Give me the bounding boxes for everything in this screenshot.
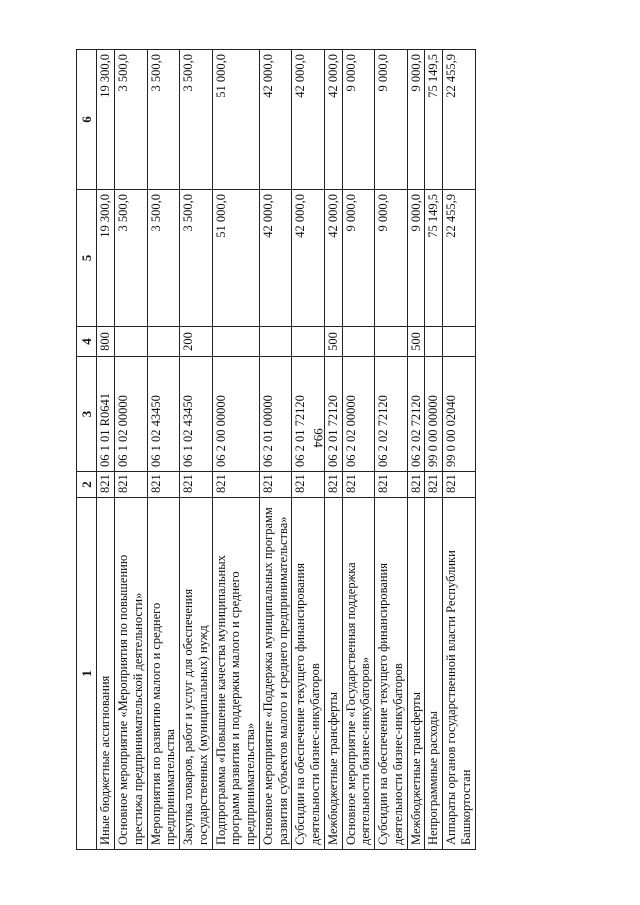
- row-code-cell: 821: [425, 472, 443, 498]
- header-row: [77, 50, 97, 850]
- row-code-cell: 821: [115, 472, 148, 498]
- row-name-cell: Субсидии на обеспечение текущего финансирования деятельности бизнес-инкубаторов: [292, 498, 325, 850]
- row-classification-cell: 06 1 02 43450: [180, 357, 213, 472]
- row-amount-col5-cell: 42 000,0: [259, 190, 292, 327]
- table-row: [425, 50, 443, 850]
- row-expense-type-cell: [425, 327, 443, 357]
- row-expense-type-cell: [212, 327, 259, 357]
- table-row: [292, 50, 325, 850]
- row-amount-col5-cell: 75 149,5: [425, 190, 443, 327]
- row-expense-type-cell: 500: [407, 327, 425, 357]
- row-code-cell: 821: [212, 472, 259, 498]
- row-amount-col5-cell: 9 000,0: [375, 190, 408, 327]
- header-cell-1: 1: [77, 498, 97, 850]
- row-amount-col6-cell: 3 500,0: [115, 50, 148, 190]
- header-cell-4: 4: [77, 327, 97, 357]
- row-code-cell: 821: [259, 472, 292, 498]
- row-amount-col6-cell: 9 000,0: [342, 50, 375, 190]
- table-wrapper: [76, 50, 526, 850]
- row-classification-cell: 06 1 01 R0641: [97, 357, 115, 472]
- row-amount-col6-cell: 3 500,0: [180, 50, 213, 190]
- header-cell-6: 6: [77, 50, 97, 190]
- row-amount-col5-cell: 19 300,0: [97, 190, 115, 327]
- row-amount-col6-cell: 3 500,0: [147, 50, 180, 190]
- rotated-table-container: [76, 50, 526, 850]
- row-expense-type-cell: [443, 327, 476, 357]
- row-code-cell: 821: [443, 472, 476, 498]
- row-amount-col6-cell: 42 000,0: [292, 50, 325, 190]
- header-cell-5: 5: [77, 190, 97, 327]
- table-row: [375, 50, 408, 850]
- row-code-cell: 821: [97, 472, 115, 498]
- row-name-cell: Основное мероприятие «Мероприятия по повышению престижа предпринимательской деятельности»: [115, 498, 148, 850]
- row-classification-cell: 06 2 01 72120: [292, 357, 325, 472]
- row-classification-cell: 99 0 00 00000: [425, 357, 443, 472]
- row-code-cell: 821: [180, 472, 213, 498]
- row-amount-col5-cell: 42 000,0: [292, 190, 325, 327]
- row-expense-type-cell: [342, 327, 375, 357]
- table-row: [443, 50, 476, 850]
- row-amount-col5-cell: 3 500,0: [115, 190, 148, 327]
- table-row: [342, 50, 375, 850]
- row-amount-col6-cell: 42 000,0: [259, 50, 292, 190]
- row-classification-cell: 06 1 02 43450: [147, 357, 180, 472]
- row-amount-col5-cell: 9 000,0: [342, 190, 375, 327]
- row-name-cell: Основное мероприятие «Государственная поддержка деятельности бизнес-инкубаторов»: [342, 498, 375, 850]
- row-amount-col5-cell: 51 000,0: [212, 190, 259, 327]
- row-code-cell: 821: [407, 472, 425, 498]
- table-row: [147, 50, 180, 850]
- page-number: 994: [310, 428, 326, 448]
- row-amount-col6-cell: 75 149,5: [425, 50, 443, 190]
- row-classification-cell: 06 1 02 00000: [115, 357, 148, 472]
- row-code-cell: 821: [147, 472, 180, 498]
- table-row: [407, 50, 425, 850]
- table-body: [97, 50, 475, 850]
- row-name-cell: Непрограммные расходы: [425, 498, 443, 850]
- table-row: [97, 50, 115, 850]
- row-code-cell: 821: [375, 472, 408, 498]
- row-expense-type-cell: 500: [324, 327, 342, 357]
- row-amount-col5-cell: 3 500,0: [180, 190, 213, 327]
- row-classification-cell: 06 2 00 00000: [212, 357, 259, 472]
- row-expense-type-cell: [115, 327, 148, 357]
- row-amount-col6-cell: 9 000,0: [407, 50, 425, 190]
- row-amount-col6-cell: 51 000,0: [212, 50, 259, 190]
- row-amount-col5-cell: 22 455,9: [443, 190, 476, 327]
- row-expense-type-cell: 200: [180, 327, 213, 357]
- row-name-cell: Межбюджетные трансферты: [407, 498, 425, 850]
- row-classification-cell: 06 2 01 00000: [259, 357, 292, 472]
- row-name-cell: Субсидии на обеспечение текущего финансирования деятельности бизнес-инкубаторов: [375, 498, 408, 850]
- row-name-cell: Иные бюджетные ассигнования: [97, 498, 115, 850]
- header-cell-3: 3: [77, 357, 97, 472]
- table-row: [212, 50, 259, 850]
- row-classification-cell: 06 2 01 72120: [324, 357, 342, 472]
- row-name-cell: Закупка товаров, работ и услуг для обеспечения государственных (муниципальных) нужд: [180, 498, 213, 850]
- row-expense-type-cell: 800: [97, 327, 115, 357]
- row-classification-cell: 99 0 00 02040: [443, 357, 476, 472]
- row-code-cell: 821: [342, 472, 375, 498]
- row-expense-type-cell: [259, 327, 292, 357]
- row-classification-cell: 06 2 02 00000: [342, 357, 375, 472]
- row-amount-col5-cell: 42 000,0: [324, 190, 342, 327]
- budget-table: [76, 49, 476, 850]
- row-classification-cell: 06 2 02 72120: [407, 357, 425, 472]
- header-cell-2: 2: [77, 472, 97, 498]
- table-row: [259, 50, 292, 850]
- row-amount-col6-cell: 22 455,9: [443, 50, 476, 190]
- row-amount-col5-cell: 9 000,0: [407, 190, 425, 327]
- row-name-cell: Основное мероприятие «Поддержка муниципальных программ развития субъектов малого и среднего предпринимательства»: [259, 498, 292, 850]
- row-amount-col6-cell: 9 000,0: [375, 50, 408, 190]
- row-expense-type-cell: [375, 327, 408, 357]
- row-name-cell: Подпрограмма «Повышение качества муниципальных программ развития и поддержки малого и среднего предпринимательства»: [212, 498, 259, 850]
- row-name-cell: Межбюджетные трансферты: [324, 498, 342, 850]
- row-amount-col6-cell: 19 300,0: [97, 50, 115, 190]
- row-code-cell: 821: [292, 472, 325, 498]
- table-row: [180, 50, 213, 850]
- row-amount-col5-cell: 3 500,0: [147, 190, 180, 327]
- row-expense-type-cell: [292, 327, 325, 357]
- table-row: [115, 50, 148, 850]
- table-row: [324, 50, 342, 850]
- row-name-cell: Аппараты органов государственной власти Республики Башкортостан: [443, 498, 476, 850]
- row-classification-cell: 06 2 02 72120: [375, 357, 408, 472]
- row-name-cell: Мероприятия по развитию малого и среднего предпринимательства: [147, 498, 180, 850]
- row-code-cell: 821: [324, 472, 342, 498]
- row-amount-col6-cell: 42 000,0: [324, 50, 342, 190]
- row-expense-type-cell: [147, 327, 180, 357]
